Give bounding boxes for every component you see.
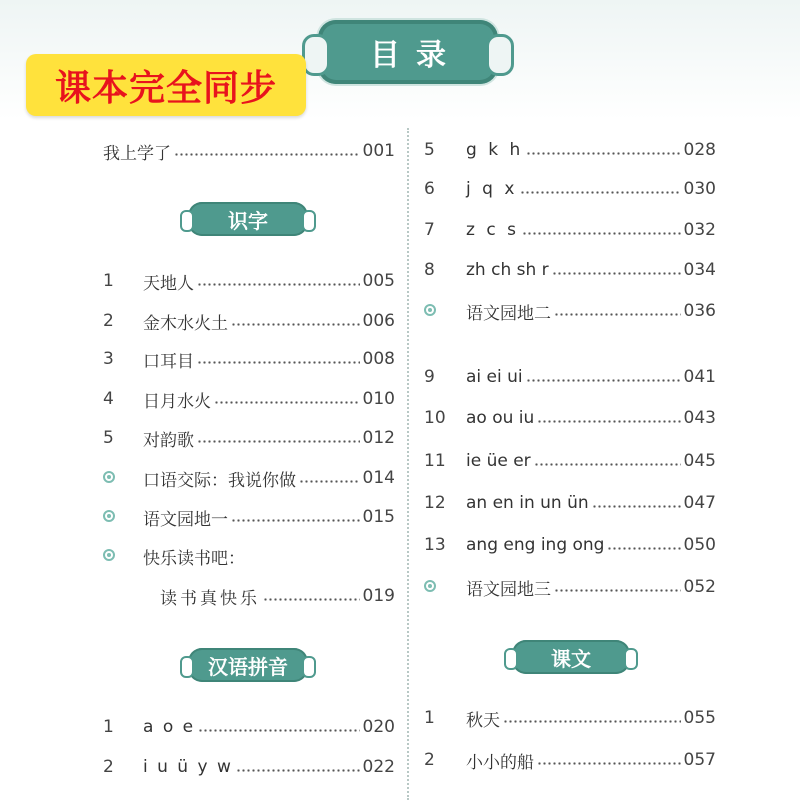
sync-badge-text: 课本完全同步 bbox=[54, 67, 277, 109]
entry-page: 043 bbox=[683, 408, 716, 428]
dot-leader bbox=[537, 420, 680, 423]
dot-leader bbox=[522, 232, 681, 235]
section-header-kewen bbox=[512, 640, 630, 674]
entry-page: 008 bbox=[362, 349, 395, 369]
dot-leader bbox=[197, 440, 360, 443]
entry-page: 036 bbox=[683, 301, 716, 321]
entry-label: a o e bbox=[143, 717, 196, 737]
toc-entry[interactable] bbox=[424, 177, 716, 201]
toc-entry[interactable] bbox=[103, 755, 395, 779]
title-banner bbox=[318, 20, 498, 84]
dot-leader bbox=[554, 313, 681, 316]
entry-page: 006 bbox=[362, 311, 395, 331]
entry-page: 045 bbox=[683, 451, 716, 471]
entry-label: 我上学了 bbox=[103, 143, 171, 164]
entry-page: 001 bbox=[362, 141, 395, 161]
dot-leader bbox=[197, 361, 360, 364]
dot-leader bbox=[537, 762, 681, 765]
section-header-shizi bbox=[188, 202, 308, 236]
dot-leader bbox=[214, 401, 360, 404]
entry-number: 7 bbox=[424, 220, 435, 240]
dot-leader bbox=[526, 379, 681, 382]
page-title: 目录 bbox=[370, 38, 462, 73]
entry-number: 5 bbox=[103, 428, 114, 448]
toc-entry[interactable] bbox=[103, 466, 395, 490]
toc-entry[interactable] bbox=[424, 449, 716, 473]
entry-number: 1 bbox=[103, 271, 114, 291]
entry-label: j q x bbox=[466, 179, 518, 199]
entry-label: ie üe er bbox=[466, 451, 531, 471]
entry-page: 047 bbox=[683, 493, 716, 513]
entry-label: z c s bbox=[466, 220, 519, 240]
toc-entry-reading-heading[interactable] bbox=[103, 544, 395, 568]
dot-leader bbox=[197, 283, 360, 286]
entry-page: 019 bbox=[362, 586, 395, 606]
toc-entry[interactable] bbox=[424, 218, 716, 242]
dot-leader bbox=[503, 720, 681, 723]
entry-page: 030 bbox=[683, 179, 716, 199]
entry-label: 语文园地二 bbox=[466, 303, 551, 324]
dot-leader bbox=[231, 323, 360, 326]
circle-bullet-icon bbox=[103, 510, 115, 522]
entry-number: 2 bbox=[424, 750, 435, 770]
entry-number: 8 bbox=[424, 260, 435, 280]
entry-label: 快乐读书吧： bbox=[143, 548, 245, 569]
entry-page: 034 bbox=[683, 260, 716, 280]
entry-page: 005 bbox=[362, 271, 395, 291]
entry-label: g k h bbox=[466, 140, 524, 160]
entry-page: 028 bbox=[683, 140, 716, 160]
entry-label: ang eng ing ong bbox=[466, 535, 605, 555]
entry-number: 3 bbox=[103, 349, 114, 369]
circle-bullet-icon bbox=[103, 471, 115, 483]
toc-entry[interactable] bbox=[424, 575, 716, 599]
entry-label: 读书真快乐 bbox=[160, 588, 260, 609]
entry-label: 对韵歌 bbox=[143, 430, 194, 451]
entry-label: 小小的船 bbox=[466, 752, 534, 773]
toc-entry[interactable] bbox=[103, 269, 395, 293]
dot-leader bbox=[526, 152, 680, 155]
dot-leader bbox=[263, 598, 360, 601]
entry-page: 015 bbox=[362, 507, 395, 527]
entry-label: zh ch sh r bbox=[466, 260, 549, 280]
section-header-pinyin bbox=[188, 648, 308, 682]
toc-entry[interactable] bbox=[424, 365, 716, 389]
entry-label: 语文园地一 bbox=[143, 509, 228, 530]
dot-leader bbox=[236, 769, 360, 772]
entry-page: 020 bbox=[362, 717, 395, 737]
entry-page: 022 bbox=[362, 757, 395, 777]
entry-page: 014 bbox=[362, 468, 395, 488]
entry-label: 日月水火 bbox=[143, 391, 211, 412]
entry-number: 11 bbox=[424, 451, 446, 471]
entry-page: 041 bbox=[683, 367, 716, 387]
section-title: 汉语拼音 bbox=[208, 654, 288, 679]
toc-entry[interactable] bbox=[424, 258, 716, 282]
toc-entry[interactable] bbox=[424, 299, 716, 323]
entry-number: 6 bbox=[424, 179, 435, 199]
toc-entry[interactable] bbox=[424, 491, 716, 515]
toc-entry[interactable] bbox=[424, 748, 716, 772]
dot-leader bbox=[231, 519, 360, 522]
entry-number: 10 bbox=[424, 408, 446, 428]
dot-leader bbox=[520, 191, 680, 194]
dot-leader bbox=[607, 547, 680, 550]
toc-entry[interactable] bbox=[103, 347, 395, 371]
toc-entry[interactable] bbox=[103, 426, 395, 450]
entry-label: i u ü y w bbox=[143, 757, 233, 777]
toc-entry-intro[interactable] bbox=[103, 139, 395, 163]
entry-page: 055 bbox=[683, 708, 716, 728]
section-title: 识字 bbox=[228, 208, 268, 233]
entry-page: 010 bbox=[362, 389, 395, 409]
entry-number: 13 bbox=[424, 535, 446, 555]
circle-bullet-icon bbox=[424, 304, 436, 316]
dot-leader bbox=[552, 272, 681, 275]
column-divider bbox=[407, 128, 409, 800]
toc-entry-reading[interactable] bbox=[160, 584, 395, 608]
toc-entry[interactable] bbox=[424, 706, 716, 730]
circle-bullet-icon bbox=[424, 580, 436, 592]
entry-number: 9 bbox=[424, 367, 435, 387]
entry-number: 12 bbox=[424, 493, 446, 513]
dot-leader bbox=[174, 153, 360, 156]
entry-page: 032 bbox=[683, 220, 716, 240]
entry-label: ai ei ui bbox=[466, 367, 523, 387]
entry-number: 2 bbox=[103, 757, 114, 777]
toc-entry[interactable] bbox=[103, 505, 395, 529]
entry-label: 口耳目 bbox=[143, 351, 194, 372]
toc-entry[interactable] bbox=[424, 533, 716, 557]
entry-number: 1 bbox=[103, 717, 114, 737]
toc-entry[interactable] bbox=[103, 309, 395, 333]
circle-bullet-icon bbox=[103, 549, 115, 561]
entry-label: an en in un ün bbox=[466, 493, 589, 513]
entry-label: 口语交际：我说你做 bbox=[143, 470, 296, 491]
toc-entry[interactable] bbox=[103, 387, 395, 411]
dot-leader bbox=[299, 480, 360, 483]
entry-page: 052 bbox=[683, 577, 716, 597]
toc-entry[interactable] bbox=[103, 715, 395, 739]
sync-badge bbox=[26, 54, 306, 116]
entry-page: 012 bbox=[362, 428, 395, 448]
toc-entry[interactable] bbox=[424, 138, 716, 162]
entry-label: 金木水火土 bbox=[143, 313, 228, 334]
dot-leader bbox=[592, 505, 681, 508]
entry-page: 057 bbox=[683, 750, 716, 770]
entry-number: 4 bbox=[103, 389, 114, 409]
entry-label: 天地人 bbox=[143, 273, 194, 294]
entry-label: ao ou iu bbox=[466, 408, 535, 428]
entry-number: 1 bbox=[424, 708, 435, 728]
entry-label: 秋天 bbox=[466, 710, 500, 731]
entry-page: 050 bbox=[683, 535, 716, 555]
toc-entry[interactable] bbox=[424, 406, 716, 430]
entry-number: 5 bbox=[424, 140, 435, 160]
dot-leader bbox=[554, 589, 681, 592]
entry-label: 语文园地三 bbox=[466, 579, 551, 600]
section-title: 课文 bbox=[551, 646, 591, 671]
dot-leader bbox=[198, 729, 359, 732]
dot-leader bbox=[534, 463, 681, 466]
entry-number: 2 bbox=[103, 311, 114, 331]
